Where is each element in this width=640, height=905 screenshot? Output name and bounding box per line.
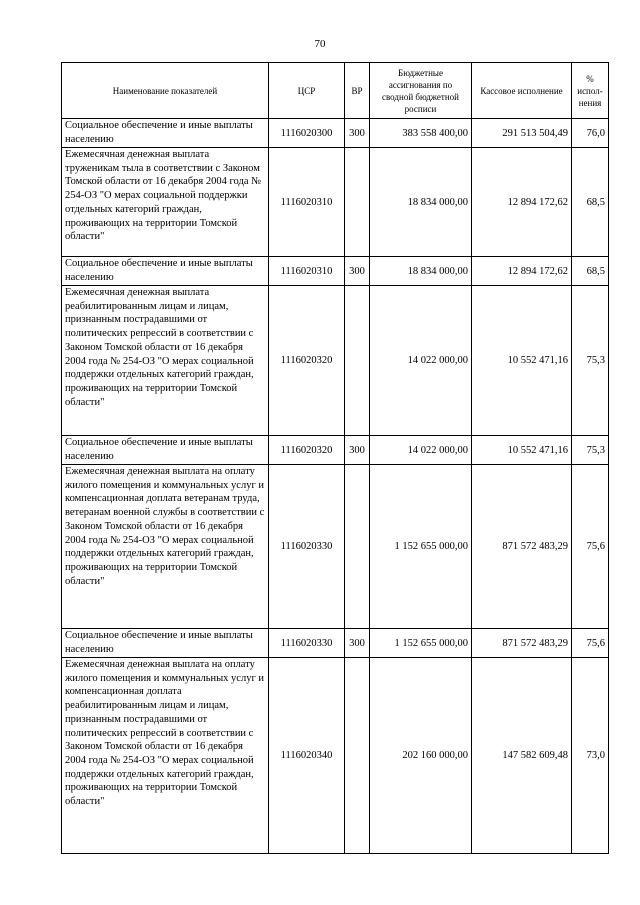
table-header-row (62, 63, 609, 119)
row-pct: 68,5 (572, 148, 609, 257)
row-csr: 1116020330 (269, 629, 345, 658)
row-pct: 75,3 (572, 436, 609, 465)
row-pct: 75,6 (572, 465, 609, 629)
row-budget: 383 558 400,00 (370, 119, 472, 148)
row-name: Ежемесячная денежная выплата на оплату жилого помещения и коммунальных услуг и компенсационная доплата ветеранам труда, ветеранам военной службы в соответствии с Законом Томской области от 16 декабря 2004 года № 254-ОЗ "О мерах социальной поддержки отдельных категорий граждан, проживающих на территории Томской области" (62, 465, 269, 629)
header-budget: Бюджетные ассигнования по сводной бюджетной росписи (370, 63, 472, 119)
row-budget: 14 022 000,00 (370, 286, 472, 436)
row-pct: 76,0 (572, 119, 609, 148)
page-number: 70 (314, 38, 326, 50)
row-vr (345, 148, 370, 257)
row-name: Социальное обеспечение и иные выплаты населению (62, 119, 269, 148)
table-row (62, 119, 609, 148)
table-row (62, 436, 609, 465)
row-cash: 291 513 504,49 (472, 119, 572, 148)
row-cash: 10 552 471,16 (472, 436, 572, 465)
header-csr: ЦСР (269, 63, 345, 119)
row-csr: 1116020310 (269, 257, 345, 286)
row-name: Ежемесячная денежная выплата реабилитированным лицам и лицам, признанным пострадавшими от политических репрессий в соответствии с Законом Томской области от 16 декабря 2004 года № 254-ОЗ "О мерах социальной поддержки отдельных категорий граждан, проживающих на территории Томской области" (62, 286, 269, 436)
row-csr: 1116020300 (269, 119, 345, 148)
row-name: Ежемесячная денежная выплата на оплату жилого помещения и коммунальных услуг и компенсационная доплата реабилитированным лицам и лицам, признанным пострадавшими от политических репрессий в соответствии с Законом Томской области от 16 декабря 2004 года № 254-ОЗ "О мерах социальной поддержки отдельных категорий граждан, проживающих на территории Томской области" (62, 658, 269, 854)
row-name: Социальное обеспечение и иные выплаты населению (62, 629, 269, 658)
row-cash: 12 894 172,62 (472, 148, 572, 257)
budget-table (61, 62, 609, 854)
header-pct: % испол-нения (572, 63, 609, 119)
row-pct: 73,0 (572, 658, 609, 854)
row-name: Ежемесячная денежная выплата труженикам тыла в соответствии с Законом Томской области от 16 декабря 2004 года № 254-ОЗ "О мерах социальной поддержки отдельных категорий граждан, проживающих на территории Томской области" (62, 148, 269, 257)
row-csr: 1116020310 (269, 148, 345, 257)
row-budget: 202 160 000,00 (370, 658, 472, 854)
table-row (62, 658, 609, 854)
row-vr: 300 (345, 119, 370, 148)
row-vr (345, 658, 370, 854)
table-row (62, 629, 609, 658)
row-csr: 1116020320 (269, 436, 345, 465)
table-row (62, 148, 609, 257)
row-cash: 10 552 471,16 (472, 286, 572, 436)
row-pct: 75,3 (572, 286, 609, 436)
row-cash: 871 572 483,29 (472, 629, 572, 658)
row-pct: 68,5 (572, 257, 609, 286)
row-csr: 1116020330 (269, 465, 345, 629)
row-pct: 75,6 (572, 629, 609, 658)
row-budget: 18 834 000,00 (370, 148, 472, 257)
header-cash: Кассовое исполнение (472, 63, 572, 119)
table-row (62, 465, 609, 629)
header-vr: ВР (345, 63, 370, 119)
table-row (62, 257, 609, 286)
row-csr: 1116020340 (269, 658, 345, 854)
row-csr: 1116020320 (269, 286, 345, 436)
row-cash: 147 582 609,48 (472, 658, 572, 854)
row-cash: 12 894 172,62 (472, 257, 572, 286)
row-vr: 300 (345, 257, 370, 286)
row-budget: 14 022 000,00 (370, 436, 472, 465)
header-name: Наименование показателей (62, 63, 269, 119)
row-name: Социальное обеспечение и иные выплаты населению (62, 257, 269, 286)
row-budget: 18 834 000,00 (370, 257, 472, 286)
row-budget: 1 152 655 000,00 (370, 629, 472, 658)
row-vr: 300 (345, 436, 370, 465)
row-name: Социальное обеспечение и иные выплаты населению (62, 436, 269, 465)
row-vr (345, 465, 370, 629)
row-vr (345, 286, 370, 436)
row-vr: 300 (345, 629, 370, 658)
row-budget: 1 152 655 000,00 (370, 465, 472, 629)
table-row (62, 286, 609, 436)
row-cash: 871 572 483,29 (472, 465, 572, 629)
